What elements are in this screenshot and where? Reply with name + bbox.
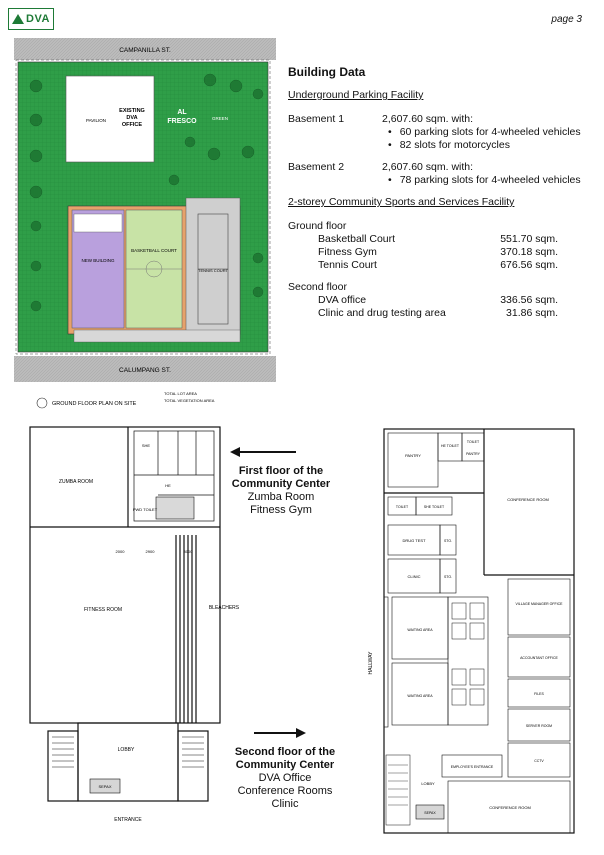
area-value: 676.56 sqm. [500, 259, 558, 271]
pavilion-label: PAVILION [85, 118, 107, 123]
arrow-right-icon [254, 727, 306, 739]
first-floor-title: First floor of the Community Center [231, 465, 331, 490]
zumba-label: ZUMBA ROOM [58, 479, 94, 485]
basement-2-item: • 78 parking slots for 4-wheeled vehicles [388, 174, 588, 187]
existing-office-label: EXISTING DVA OFFICE [119, 108, 145, 128]
basement-1-label: Basement 1 [288, 113, 345, 125]
village-manager-label: VILLAGE MANAGER OFFICE [515, 602, 563, 606]
conference2-label: CONFERENCE ROOM [489, 805, 531, 810]
basement-2 [288, 161, 588, 187]
he-toilet-label: HE TOILET [441, 444, 459, 448]
street-bottom-label: CALUMPANG ST. [119, 367, 171, 374]
dim-label: 2000 [115, 549, 125, 554]
building-data-title: Building Data [288, 65, 366, 79]
conference-label: CONFERENCE ROOM [507, 497, 549, 502]
area-value: 336.56 sqm. [500, 294, 558, 306]
second-floor-label: Second floor [288, 281, 347, 293]
area-row [288, 259, 588, 272]
area-row [288, 233, 588, 246]
he-label: HE [165, 483, 171, 488]
area-name: Fitness Gym [318, 246, 377, 258]
arrow-left-icon [230, 446, 298, 458]
site-plan-caption: GROUND FLOOR PLAN ON SITE [52, 401, 137, 407]
second-floor-item: Clinic [271, 798, 299, 810]
area-row [288, 246, 588, 259]
employees-entrance-label: EMPLOYEE'S ENTRANCE [450, 765, 494, 769]
dim-label: 2900 [145, 549, 155, 554]
clinic-label: CLINIC [407, 574, 421, 579]
basement-1-area: 2,607.60 sqm. with: [382, 113, 474, 125]
page-number: page 3 [551, 14, 582, 25]
server-label: SERVER ROOM [525, 724, 553, 728]
parking-strip [74, 330, 240, 342]
toilet2-label: TOILET [395, 505, 409, 509]
second-floor-item: Conference Rooms [237, 785, 333, 797]
she-toilet-label: SHE TOILET [423, 505, 445, 509]
parking-heading: Underground Parking Facility [288, 89, 424, 101]
sepax-label: SEPAX [98, 784, 112, 789]
site-plan [14, 30, 276, 414]
tennis-label: TENNIS COURT [198, 268, 228, 273]
ground-floor-label: Ground floor [288, 220, 347, 232]
area-value: 370.18 sqm. [500, 246, 558, 258]
fitness-label: FITNESS ROOM [83, 607, 123, 613]
waiting-label: WAITING AREA [407, 628, 433, 632]
pantry2-label: PANTRY [466, 452, 480, 456]
sepax-label: SEPAX [424, 811, 436, 815]
logo-text: DVA [26, 13, 50, 25]
second-floor-item: DVA Office [258, 772, 312, 784]
first-floor-item: Zumba Room [247, 491, 315, 503]
dva-logo [8, 8, 54, 30]
second-floor-title: Second floor of the Community Center [234, 746, 336, 771]
area-name: DVA office [318, 294, 367, 306]
area-value: 551.70 sqm. [500, 233, 558, 245]
pwd-label: PWD TOILET [132, 507, 158, 512]
second-floor-caption [220, 746, 350, 811]
area-row [288, 307, 588, 320]
area-name: Basketball Court [318, 233, 396, 245]
new-building-label: NEW BUILDING [81, 258, 115, 263]
sto-label: STO. [443, 575, 453, 579]
basement-2-label: Basement 2 [288, 161, 345, 173]
waiting-label: WAITING AREA [407, 694, 433, 698]
sto-label: STO. [443, 539, 453, 543]
bleachers-label: BLEACHERS [208, 605, 240, 611]
area-row [288, 294, 588, 307]
first-floor-item: Fitness Gym [250, 504, 312, 516]
hallway-label: HALLWAY [368, 651, 374, 675]
cctv-label: CCTV [534, 759, 544, 763]
first-floor-caption [216, 465, 346, 517]
basement-1-item: • 82 slots for motorcycles [388, 139, 588, 152]
lobby-label: LOBBY [421, 781, 435, 786]
facility-heading: 2-storey Community Sports and Services Facility [288, 196, 515, 208]
she-label: SHE [141, 443, 151, 448]
toilet-label: TOILET [466, 440, 480, 444]
site-footer-2: TOTAL VEGETATION AREA [164, 398, 215, 403]
basement-2-area: 2,607.60 sqm. with: [382, 161, 474, 173]
building-data [288, 66, 588, 320]
area-name: Tennis Court [318, 259, 377, 271]
basement-1-item: • 60 parking slots for 4-wheeled vehicles [388, 126, 588, 139]
dim-label: 3000 [183, 549, 193, 554]
area-value: 31.86 sqm. [506, 307, 558, 319]
logo-mark-icon [12, 14, 24, 24]
drug-test-label: DRUG TEST [402, 538, 426, 543]
site-footer-1: TOTAL LOT AREA [164, 391, 197, 396]
al-fresco-label: AL FRESCO [167, 109, 197, 125]
green-label: GREEN [211, 116, 229, 121]
street-top-label: CAMPANILLA ST. [119, 47, 171, 54]
basketball-label: BASKETBALL COURT [131, 248, 177, 253]
pantry-label: PANTRY [405, 453, 421, 458]
entrance-label: ENTRANCE [114, 817, 142, 823]
basement-1 [288, 113, 588, 152]
accountant-label: ACCOUNTANT OFFICE [520, 656, 558, 660]
second-floor-plan [352, 425, 580, 837]
files-label: FILES [534, 692, 544, 696]
pavilion-building [66, 76, 154, 162]
area-name: Clinic and drug testing area [318, 307, 446, 319]
lobby-label: LOBBY [117, 747, 135, 753]
